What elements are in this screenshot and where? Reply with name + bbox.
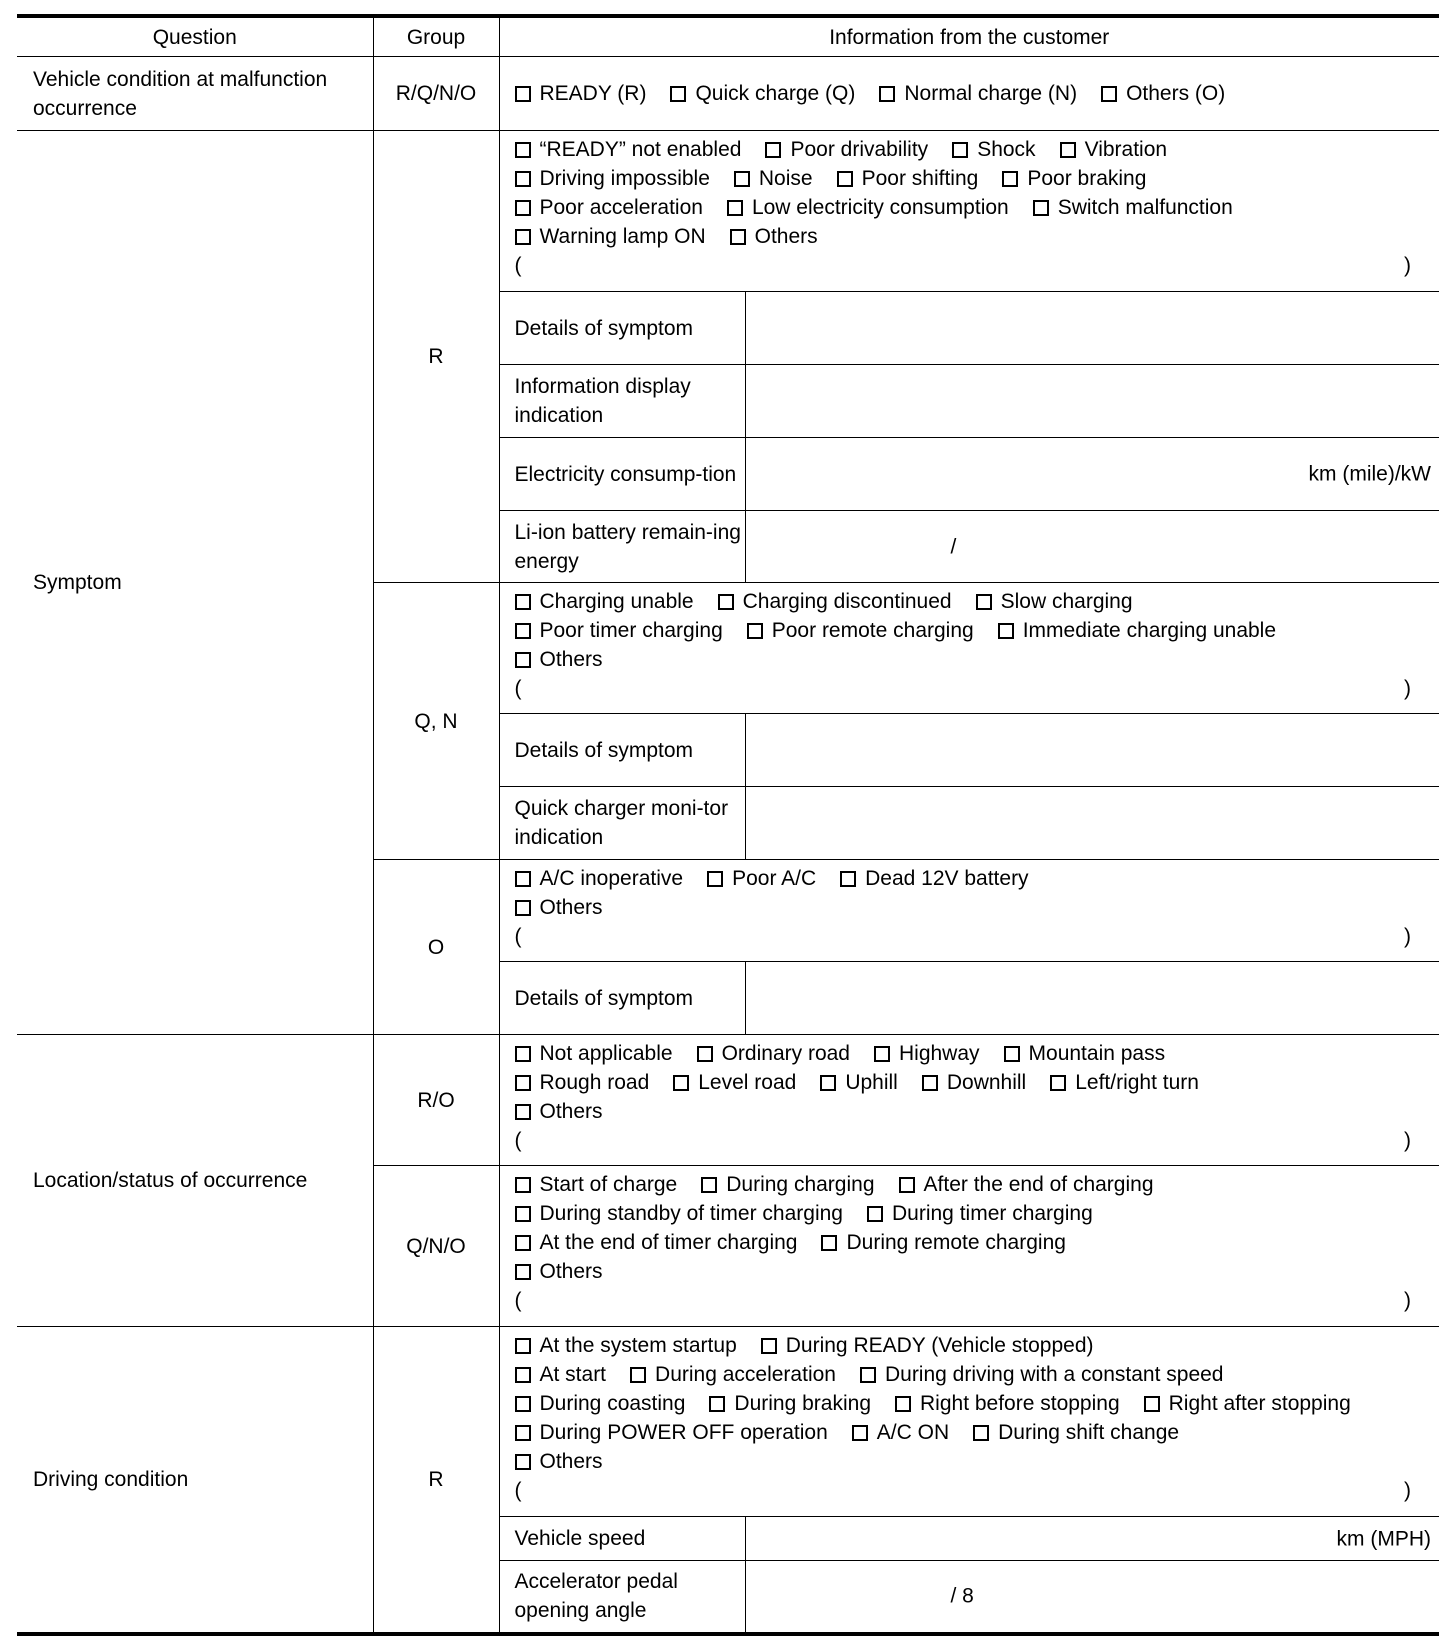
battery-energy-label: Li-ion battery remain-ing energy [499,511,745,583]
checkbox-option[interactable] [515,1170,678,1199]
checkbox-line [515,1418,1440,1447]
separator: / [950,535,957,558]
checkbox-icon[interactable] [874,1046,890,1062]
group-label: R [373,1327,499,1634]
checkbox-option[interactable] [515,1389,686,1418]
checkbox-icon[interactable] [515,1454,531,1470]
checkbox-label: “READY” not enabled [539,138,742,161]
checkbox-icon[interactable] [1033,200,1049,216]
group-label: R/O [373,1035,499,1166]
checkbox-icon[interactable] [1002,171,1018,187]
checkbox-line [515,1068,1440,1097]
pedal-angle-label: Accelerator pedal opening angle [499,1561,745,1634]
checkbox-label: Shock [977,138,1036,161]
checkbox-icon[interactable] [998,623,1014,639]
checkbox-icon[interactable] [973,1425,989,1441]
checkbox-group [499,1327,1439,1517]
display-indication-label: Information display indication [499,365,745,438]
others-text-field[interactable] [515,922,1440,951]
checkbox-label: Others [539,648,603,671]
checkbox-label: Poor acceleration [539,196,703,219]
battery-energy-field[interactable] [745,511,1439,583]
checkbox-option[interactable] [1033,193,1233,222]
checkbox-icon[interactable] [860,1367,876,1383]
checkbox-label: Charging unable [539,590,694,613]
checkbox-icon[interactable] [515,1338,531,1354]
checkbox-icon[interactable] [899,1177,915,1193]
checkbox-label: Poor A/C [732,867,817,890]
checkbox-option[interactable] [867,1199,1093,1228]
checkbox-icon[interactable] [670,86,686,102]
checkbox-option[interactable] [1002,164,1146,193]
checkbox-icon[interactable] [821,1235,837,1251]
checkbox-label: Low electricity consumption [751,196,1009,219]
checkbox-icon[interactable] [515,86,531,102]
checkbox-option[interactable] [1144,1389,1351,1418]
monitor-indication-field[interactable] [745,787,1439,860]
others-text-field[interactable] [515,1286,1440,1315]
checkbox-icon[interactable] [867,1206,883,1222]
checkbox-option[interactable] [922,1068,1026,1097]
checkbox-option[interactable] [840,864,1028,893]
checkbox-icon[interactable] [820,1075,836,1091]
question-symptom: Symptom [17,131,373,1035]
checkbox-label: Others [754,225,818,248]
header-group: Group [373,16,499,57]
checkbox-icon[interactable] [1050,1075,1066,1091]
checkbox-label: Start of charge [539,1173,678,1196]
checkbox-icon[interactable] [730,229,746,245]
others-text-field[interactable] [515,1476,1440,1505]
monitor-indication-label: Quick charger moni-tor indication [499,787,745,860]
checkbox-label: Level road [698,1071,797,1094]
checkbox-option[interactable] [852,1418,949,1447]
paren-open: ( [514,1479,522,1502]
checkbox-icon[interactable] [515,594,531,610]
checkbox-line [515,1389,1440,1418]
pedal-angle-field[interactable] [745,1561,1439,1634]
header-question: Question [17,16,373,57]
checkbox-option[interactable] [515,645,603,674]
checkbox-icon[interactable] [697,1046,713,1062]
checkbox-label: At start [539,1363,607,1386]
checkbox-label: Poor remote charging [771,619,974,642]
checkbox-option[interactable] [515,1360,607,1389]
checkbox-icon[interactable] [515,871,531,887]
details-field[interactable] [745,714,1439,787]
paren-open: ( [514,1289,522,1312]
checkbox-label: Others [539,896,603,919]
electricity-consumption-field[interactable] [745,438,1439,511]
checkbox-label: Charging discontinued [742,590,952,613]
checkbox-icon[interactable] [837,171,853,187]
group-label: O [373,860,499,1035]
paren-close: ) [1404,1289,1411,1312]
checkbox-option[interactable] [515,222,706,251]
checkbox-icon[interactable] [727,200,743,216]
paren-open: ( [514,925,522,948]
checkbox-option[interactable] [765,135,928,164]
checkbox-icon[interactable] [761,1338,777,1354]
checkbox-icon[interactable] [895,1396,911,1412]
checkbox-label: During remote charging [846,1231,1066,1254]
checkbox-option[interactable] [874,1039,980,1068]
checkbox-option[interactable] [515,864,684,893]
checkbox-label: Poor shifting [861,167,979,190]
checkbox-icon[interactable] [707,871,723,887]
checkbox-option[interactable] [515,135,742,164]
checkbox-label: Others [539,1100,603,1123]
checkbox-label: Quick charge (Q) [695,82,856,105]
group-label: R [373,131,499,583]
checkbox-line [515,1199,1440,1228]
paren-open: ( [514,1129,522,1152]
checkbox-option[interactable] [973,1418,1179,1447]
checkbox-icon[interactable] [515,1177,531,1193]
checkbox-label: During coasting [539,1392,686,1415]
paren-close: ) [1404,1129,1411,1152]
pedal-angle-value: / 8 [950,1584,974,1608]
checkbox-label: During acceleration [655,1363,836,1386]
checkbox-option[interactable] [899,1170,1154,1199]
checkbox-line [515,1039,1440,1068]
vehicle-speed-field[interactable] [745,1517,1439,1561]
checkbox-label: Slow charging [1000,590,1133,613]
group-label: Q/N/O [373,1166,499,1327]
checkbox-label: During timer charging [892,1202,1093,1225]
checkbox-icon[interactable] [515,1075,531,1091]
checkbox-label: During shift change [998,1421,1180,1444]
electricity-consumption-label: Electricity consump-tion [499,438,745,511]
checkbox-label: Left/right turn [1075,1071,1199,1094]
checkbox-option[interactable] [515,1331,737,1360]
checkbox-icon[interactable] [515,900,531,916]
checkbox-option[interactable] [730,222,818,251]
checkbox-group [499,860,1439,962]
checkbox-label: A/C ON [876,1421,950,1444]
checkbox-label: Others [539,1260,603,1283]
checkbox-icon[interactable] [515,142,531,158]
checkbox-group [499,131,1439,292]
checkbox-option[interactable] [1050,1068,1199,1097]
header-info: Information from the customer [499,16,1439,57]
checkbox-line [515,79,1440,108]
checkbox-icon[interactable] [515,1264,531,1280]
checkbox-option[interactable] [515,1039,673,1068]
checkbox-option[interactable] [879,79,1077,108]
checkbox-line [515,864,1440,893]
checkbox-option[interactable] [895,1389,1120,1418]
checkbox-icon[interactable] [1144,1396,1160,1412]
checkbox-icon[interactable] [515,623,531,639]
checkbox-option[interactable] [515,893,603,922]
checkbox-label: At the end of timer charging [539,1231,798,1254]
checkbox-label: During braking [734,1392,871,1415]
checkbox-icon[interactable] [515,652,531,668]
checkbox-option[interactable] [709,1389,871,1418]
others-text-field[interactable] [515,674,1440,703]
checkbox-option[interactable] [820,1068,898,1097]
checkbox-option[interactable] [515,193,703,222]
checkbox-label: Normal charge (N) [904,82,1078,105]
details-label: Details of symptom [499,714,745,787]
checkbox-option[interactable] [837,164,979,193]
checkbox-label: Vibration [1084,138,1168,161]
checkbox-option[interactable] [1060,135,1168,164]
checkbox-label: During driving with a constant speed [884,1363,1224,1386]
others-text-field[interactable] [515,251,1440,280]
checkbox-option[interactable] [697,1039,850,1068]
customer-interview-table [17,14,1439,1636]
checkbox-line [515,1331,1440,1360]
checkbox-icon[interactable] [1060,142,1076,158]
checkbox-option[interactable] [515,616,723,645]
checkbox-line [515,616,1440,645]
checkbox-label: Ordinary road [721,1042,850,1065]
paren-open: ( [514,254,522,277]
checkbox-option[interactable] [515,1068,650,1097]
paren-close: ) [1404,254,1411,277]
question-location: Location/status of occurrence [17,1035,373,1327]
header-row [17,16,1439,57]
checkbox-icon[interactable] [952,142,968,158]
checkbox-label: After the end of charging [923,1173,1154,1196]
checkbox-option[interactable] [515,1097,603,1126]
checkbox-label: Poor timer charging [539,619,723,642]
checkbox-option[interactable] [515,1418,828,1447]
vehicle-condition-row [17,57,1439,131]
checkbox-label: Noise [758,167,813,190]
others-text-field[interactable] [515,1126,1440,1155]
checkbox-line [515,893,1440,922]
checkbox-icon[interactable] [515,1367,531,1383]
checkbox-label: Dead 12V battery [865,867,1029,890]
checkbox-label: During READY (Vehicle stopped) [785,1334,1094,1357]
checkbox-line [515,1097,1440,1126]
checkbox-line [515,587,1440,616]
checkbox-icon[interactable] [879,86,895,102]
checkbox-option[interactable] [860,1360,1224,1389]
details-label: Details of symptom [499,962,745,1035]
checkbox-icon[interactable] [515,1046,531,1062]
unit-label: km (mile)/kW [1308,462,1431,486]
checkbox-label: Downhill [946,1071,1027,1094]
checkbox-option[interactable] [515,1447,603,1476]
checkbox-option[interactable] [952,135,1035,164]
checkbox-option[interactable] [1004,1039,1166,1068]
details-field[interactable] [745,292,1439,365]
checkbox-label: Others (O) [1126,82,1226,105]
checkbox-icon[interactable] [515,1425,531,1441]
checkbox-icon[interactable] [1101,86,1117,102]
checkbox-label: Poor drivability [790,138,929,161]
checkbox-label: A/C inoperative [539,867,684,890]
checkbox-label: Warning lamp ON [539,225,706,248]
group-label: R/Q/N/O [373,57,499,131]
checkbox-label: Others [539,1450,603,1473]
checkbox-icon[interactable] [709,1396,725,1412]
unit-label: km (MPH) [1336,1527,1431,1550]
checkbox-option[interactable] [718,587,952,616]
checkbox-option[interactable] [727,193,1009,222]
checkbox-label: During charging [726,1173,875,1196]
checkbox-line [515,1257,1440,1286]
checkbox-icon[interactable] [922,1075,938,1091]
checkbox-option[interactable] [821,1228,1065,1257]
checkbox-group [499,583,1439,714]
checkbox-label: Uphill [845,1071,898,1094]
checkbox-line [515,1228,1440,1257]
checkbox-line [515,1447,1440,1476]
checkbox-option[interactable] [515,164,710,193]
checkbox-icon[interactable] [1004,1046,1020,1062]
display-indication-field[interactable] [745,365,1439,438]
checkbox-icon[interactable] [673,1075,689,1091]
paren-close: ) [1404,925,1411,948]
checkbox-line [515,645,1440,674]
checkbox-line [515,135,1440,164]
checkbox-label: Immediate charging unable [1022,619,1277,642]
checkbox-label: Mountain pass [1028,1042,1166,1065]
checkbox-icon[interactable] [515,1104,531,1120]
checkbox-icon[interactable] [515,1235,531,1251]
checkbox-option[interactable] [670,79,855,108]
checkbox-label: Rough road [539,1071,650,1094]
checkbox-option[interactable] [707,864,816,893]
paren-open: ( [514,677,522,700]
checkbox-label: Switch malfunction [1057,196,1233,219]
checkbox-icon[interactable] [515,171,531,187]
question-vehicle-condition: Vehicle condition at malfunction occurrence [17,57,373,131]
checkbox-label: Poor braking [1027,167,1147,190]
checkbox-option[interactable] [976,587,1133,616]
checkbox-label: READY (R) [539,82,647,105]
checkbox-option[interactable] [734,164,813,193]
vehicle-speed-label: Vehicle speed [499,1517,745,1561]
checkbox-option[interactable] [515,1199,844,1228]
checkbox-label: During standby of timer charging [539,1202,843,1225]
checkbox-icon[interactable] [515,1206,531,1222]
checkbox-group [499,57,1439,131]
checkbox-option[interactable] [701,1170,874,1199]
checkbox-label: During POWER OFF operation [539,1421,828,1444]
checkbox-option[interactable] [515,79,647,108]
checkbox-line [515,1170,1440,1199]
checkbox-option[interactable] [998,616,1276,645]
checkbox-icon[interactable] [852,1425,868,1441]
checkbox-group [499,1035,1439,1166]
checkbox-icon[interactable] [718,594,734,610]
checkbox-group [499,1166,1439,1327]
checkbox-option[interactable] [515,587,694,616]
checkbox-line [515,193,1440,222]
checkbox-label: At the system startup [539,1334,737,1357]
group-label: Q, N [373,583,499,860]
paren-close: ) [1404,1479,1411,1502]
checkbox-option[interactable] [515,1228,798,1257]
checkbox-line [515,1360,1440,1389]
checkbox-label: Right before stopping [920,1392,1120,1415]
question-driving: Driving condition [17,1327,373,1634]
checkbox-icon[interactable] [630,1367,646,1383]
checkbox-icon[interactable] [840,871,856,887]
checkbox-label: Not applicable [539,1042,673,1065]
details-field[interactable] [745,962,1439,1035]
checkbox-icon[interactable] [765,142,781,158]
checkbox-icon[interactable] [515,229,531,245]
checkbox-option[interactable] [630,1360,836,1389]
checkbox-option[interactable] [515,1257,603,1286]
checkbox-icon[interactable] [976,594,992,610]
checkbox-line [515,164,1440,193]
checkbox-option[interactable] [1101,79,1225,108]
paren-close: ) [1404,677,1411,700]
details-label: Details of symptom [499,292,745,365]
checkbox-option[interactable] [761,1331,1094,1360]
checkbox-option[interactable] [747,616,974,645]
checkbox-line [515,222,1440,251]
checkbox-label: Driving impossible [539,167,710,190]
checkbox-icon[interactable] [515,200,531,216]
checkbox-icon[interactable] [515,1396,531,1412]
checkbox-icon[interactable] [734,171,750,187]
checkbox-icon[interactable] [701,1177,717,1193]
checkbox-label: Highway [898,1042,980,1065]
checkbox-option[interactable] [673,1068,796,1097]
checkbox-label: Right after stopping [1168,1392,1351,1415]
checkbox-icon[interactable] [747,623,763,639]
